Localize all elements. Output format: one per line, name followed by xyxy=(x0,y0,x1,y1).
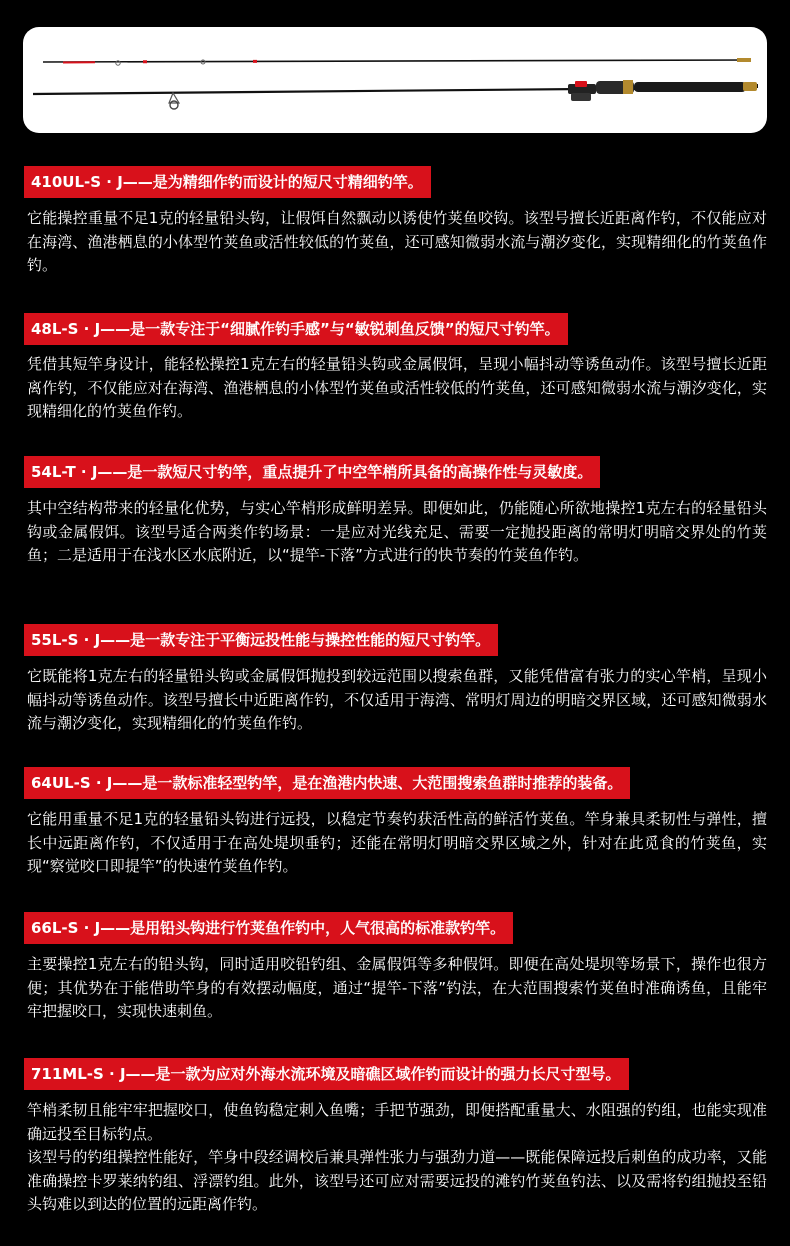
paragraph: 竿梢柔韧且能牢牢把握咬口，使鱼钩稳定刺入鱼嘴；手把节强劲，即便搭配重量大、水阻强的钓组，也能实现准确远投至目标钓点。 xyxy=(27,1101,767,1143)
hero-image-panel xyxy=(23,27,767,133)
section-body-55l xyxy=(27,665,767,736)
section-body-54l xyxy=(27,497,767,568)
rod-butt-section xyxy=(33,89,583,94)
section-heading-64ul: 64UL-S · J——是一款标准轻型钓竿，是在渔港内快速、大范围搜索鱼群时推荐的装备。 xyxy=(24,767,630,799)
section-body-410ul xyxy=(27,207,767,278)
paragraph: 它能操控重量不足1克的轻量铅头钩，让假饵自然飘动以诱使竹荚鱼咬钩。该型号擅长近距离作钓，不仅能应对在海湾、渔港栖息的小体型竹荚鱼或活性较低的竹荚鱼，还可感知微弱水流与潮汐变化，实现精细化的竹荚鱼作钓。 xyxy=(27,209,767,274)
section-heading-55l: 55L-S · J——是一款专注于平衡远投性能与操控性能的短尺寸钓竿。 xyxy=(24,624,498,656)
paragraph: 凭借其短竿身设计，能轻松操控1克左右的轻量铅头钩或金属假饵，呈现小幅抖动等诱鱼动作。该型号擅长近距离作钓，不仅能应对在海湾、渔港栖息的小体型竹荚鱼或活性较低的竹荚鱼，还可感知微弱水流与潮汐变化，实现精细化的竹荚鱼作钓。 xyxy=(27,355,767,420)
section-heading-54l: 54L-T · J——是一款短尺寸钓竿，重点提升了中空竿梢所具备的高操作性与灵敏度。 xyxy=(24,456,600,488)
section-body-66l xyxy=(27,953,767,1024)
section-heading-48l: 48L-S · J——是一款专注于“细腻作钓手感”与“敏锐刺鱼反馈”的短尺寸钓竿。 xyxy=(24,313,568,345)
paragraph: 它既能将1克左右的轻量铅头钩或金属假饵抛投到较远范围以搜索鱼群，又能凭借富有张力的实心竿梢，呈现小幅抖动等诱鱼动作。该型号擅长中近距离作钓，不仅适用于海湾、常明灯周边的明暗交界区域，还可感知微弱水流与潮汐变化，实现精细化的竹荚鱼作钓。 xyxy=(27,667,767,732)
rod-tip-section xyxy=(43,60,751,62)
paragraph: 主要操控1克左右的铅头钩，同时适用咬铅钓组、金属假饵等多种假饵。即便在高处堤坝等场景下，操作也很方便；其优势在于能借助竿身的有效摆动幅度，通过“提竿-下落”钓法，在大范围搜索竹荚鱼时准确诱鱼，且能牢牢把握咬口，实现快速刺鱼。 xyxy=(27,955,767,1020)
section-body-64ul xyxy=(27,808,767,879)
section-body-48l xyxy=(27,353,767,424)
paragraph: 它能用重量不足1克的轻量铅头钩进行远投，以稳定节奏钓获活性高的鲜活竹荚鱼。竿身兼具柔韧性与弹性，擅长中远距离作钓，不仅适用于在高处堤坝垂钓；还能在常明灯明暗交界区域之外，针对在此觅食的竹荚鱼，实现“察觉咬口即提竿”的快速竹荚鱼作钓。 xyxy=(27,810,767,875)
paragraph: 该型号的钓组操控性能好，竿身中段经调校后兼具弹性张力与强劲力道——既能保障远投后刺鱼的成功率，又能准确操控卡罗莱纳钓组、浮漂钓组。此外，该型号还可应对需要远投的滩钓竹荚鱼钓法、以及需将钓组抛投至铅头钩难以到达的位置的远距离作钓。 xyxy=(27,1148,767,1213)
section-body-711ml xyxy=(27,1099,767,1217)
fishing-rod-image xyxy=(23,27,767,133)
section-heading-66l: 66L-S · J——是用铅头钩进行竹荚鱼作钓中，人气很高的标准款钓竿。 xyxy=(24,912,513,944)
paragraph: 其中空结构带来的轻量化优势，与实心竿梢形成鲜明差异。即便如此，仍能随心所欲地操控1克左右的轻量铅头钩或金属假饵。该型号适合两类作钓场景：一是应对光线充足、需要一定抛投距离的常明灯明暗交界处的竹荚鱼；二是适用于在浅水区水底附近，以“提竿-下落”方式进行的快节奏的竹荚鱼作钓。 xyxy=(27,499,767,564)
section-heading-410ul: 410UL-S · J——是为精细作钓而设计的短尺寸精细钓竿。 xyxy=(24,166,431,198)
section-heading-711ml: 711ML-S · J——是一款为应对外海水流环境及暗礁区域作钓而设计的强力长尺寸型号。 xyxy=(24,1058,629,1090)
